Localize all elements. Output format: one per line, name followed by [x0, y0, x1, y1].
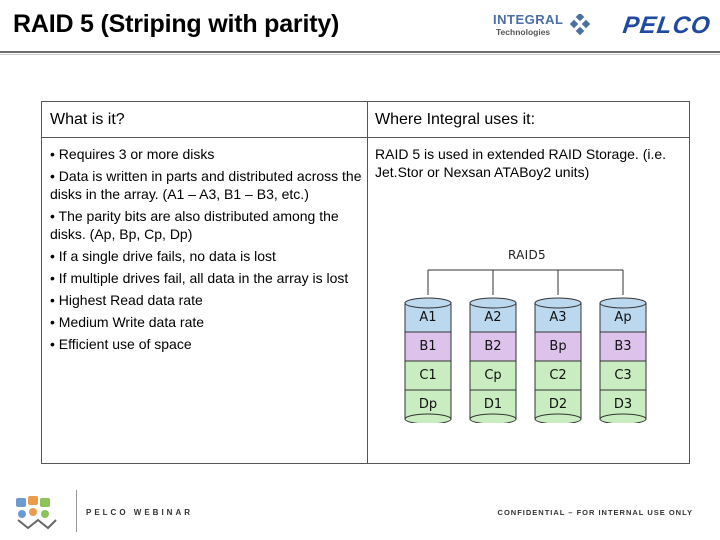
bullet-list: [50, 145, 362, 357]
disk-block-label: Dp: [418, 397, 438, 412]
disk-block-label: A3: [549, 310, 567, 325]
usage-text: RAID 5 is used in extended RAID Storage. (i.e. Jet.Stor or Nexsan ATABoy2 units): [375, 146, 667, 180]
disk-block-label: B1: [419, 339, 437, 354]
slide-header: [0, 0, 720, 54]
table-header-where: Where Integral uses it:: [375, 111, 536, 128]
header-divider-thin: [0, 54, 720, 55]
disk-block-label: C3: [614, 368, 632, 383]
header-divider: [0, 51, 720, 53]
disk-block-label: D2: [548, 397, 568, 412]
footer-webinar-label: PELCO WEBINAR: [86, 508, 193, 517]
disk-block-label: Ap: [614, 310, 632, 325]
bullet-item: • Efficient use of space: [50, 336, 192, 352]
footer-divider: [76, 490, 77, 532]
integral-diamond-icon: [569, 14, 591, 36]
disk-block-label: A1: [419, 310, 437, 325]
bullet-item: • Highest Read data rate: [50, 292, 203, 308]
disk-block-label: D1: [483, 397, 503, 412]
disk-block-label: C1: [419, 368, 437, 383]
bullet-item: • Requires 3 or more disks: [50, 146, 215, 162]
disk-block-label: C2: [549, 368, 567, 383]
disk-block-label: Cp: [484, 368, 502, 383]
disk-block-label: Bp: [549, 339, 567, 354]
disk-block-label: D3: [613, 397, 633, 412]
slide-title: RAID 5 (Striping with parity): [13, 10, 340, 38]
bullet-item: • If a single drive fails, no data is lost: [50, 248, 276, 264]
integral-logo-sub: Technologies: [496, 27, 551, 37]
table-header-divider: [42, 137, 689, 138]
pelco-logo: PELCO: [621, 12, 713, 39]
bullet-item: • Medium Write data rate: [50, 314, 205, 330]
webinar-logo-icon: [14, 494, 60, 530]
disk-block-label: B3: [614, 339, 632, 354]
disk-block-label: B2: [484, 339, 502, 354]
bullet-item: • If multiple drives fail, all data in the array is lost: [50, 270, 349, 286]
disk-block-label: A2: [484, 310, 502, 325]
integral-logo: [493, 12, 593, 46]
footer-confidential-label: CONFIDENTIAL – FOR INTERNAL USE ONLY: [497, 508, 693, 517]
table-header-what: What is it?: [50, 111, 125, 128]
integral-logo-name: INTEGRAL: [493, 12, 564, 27]
bullet-item: • Data is written in parts and distributed across the disks in the array. (A1 – A3, B1 – B3, etc.): [50, 168, 362, 202]
bullet-item: • The parity bits are also distributed among the disks. (Ap, Bp, Cp, Dp): [50, 208, 339, 242]
raid5-label: RAID5: [508, 248, 546, 262]
raid5-diagram: [358, 143, 648, 412]
